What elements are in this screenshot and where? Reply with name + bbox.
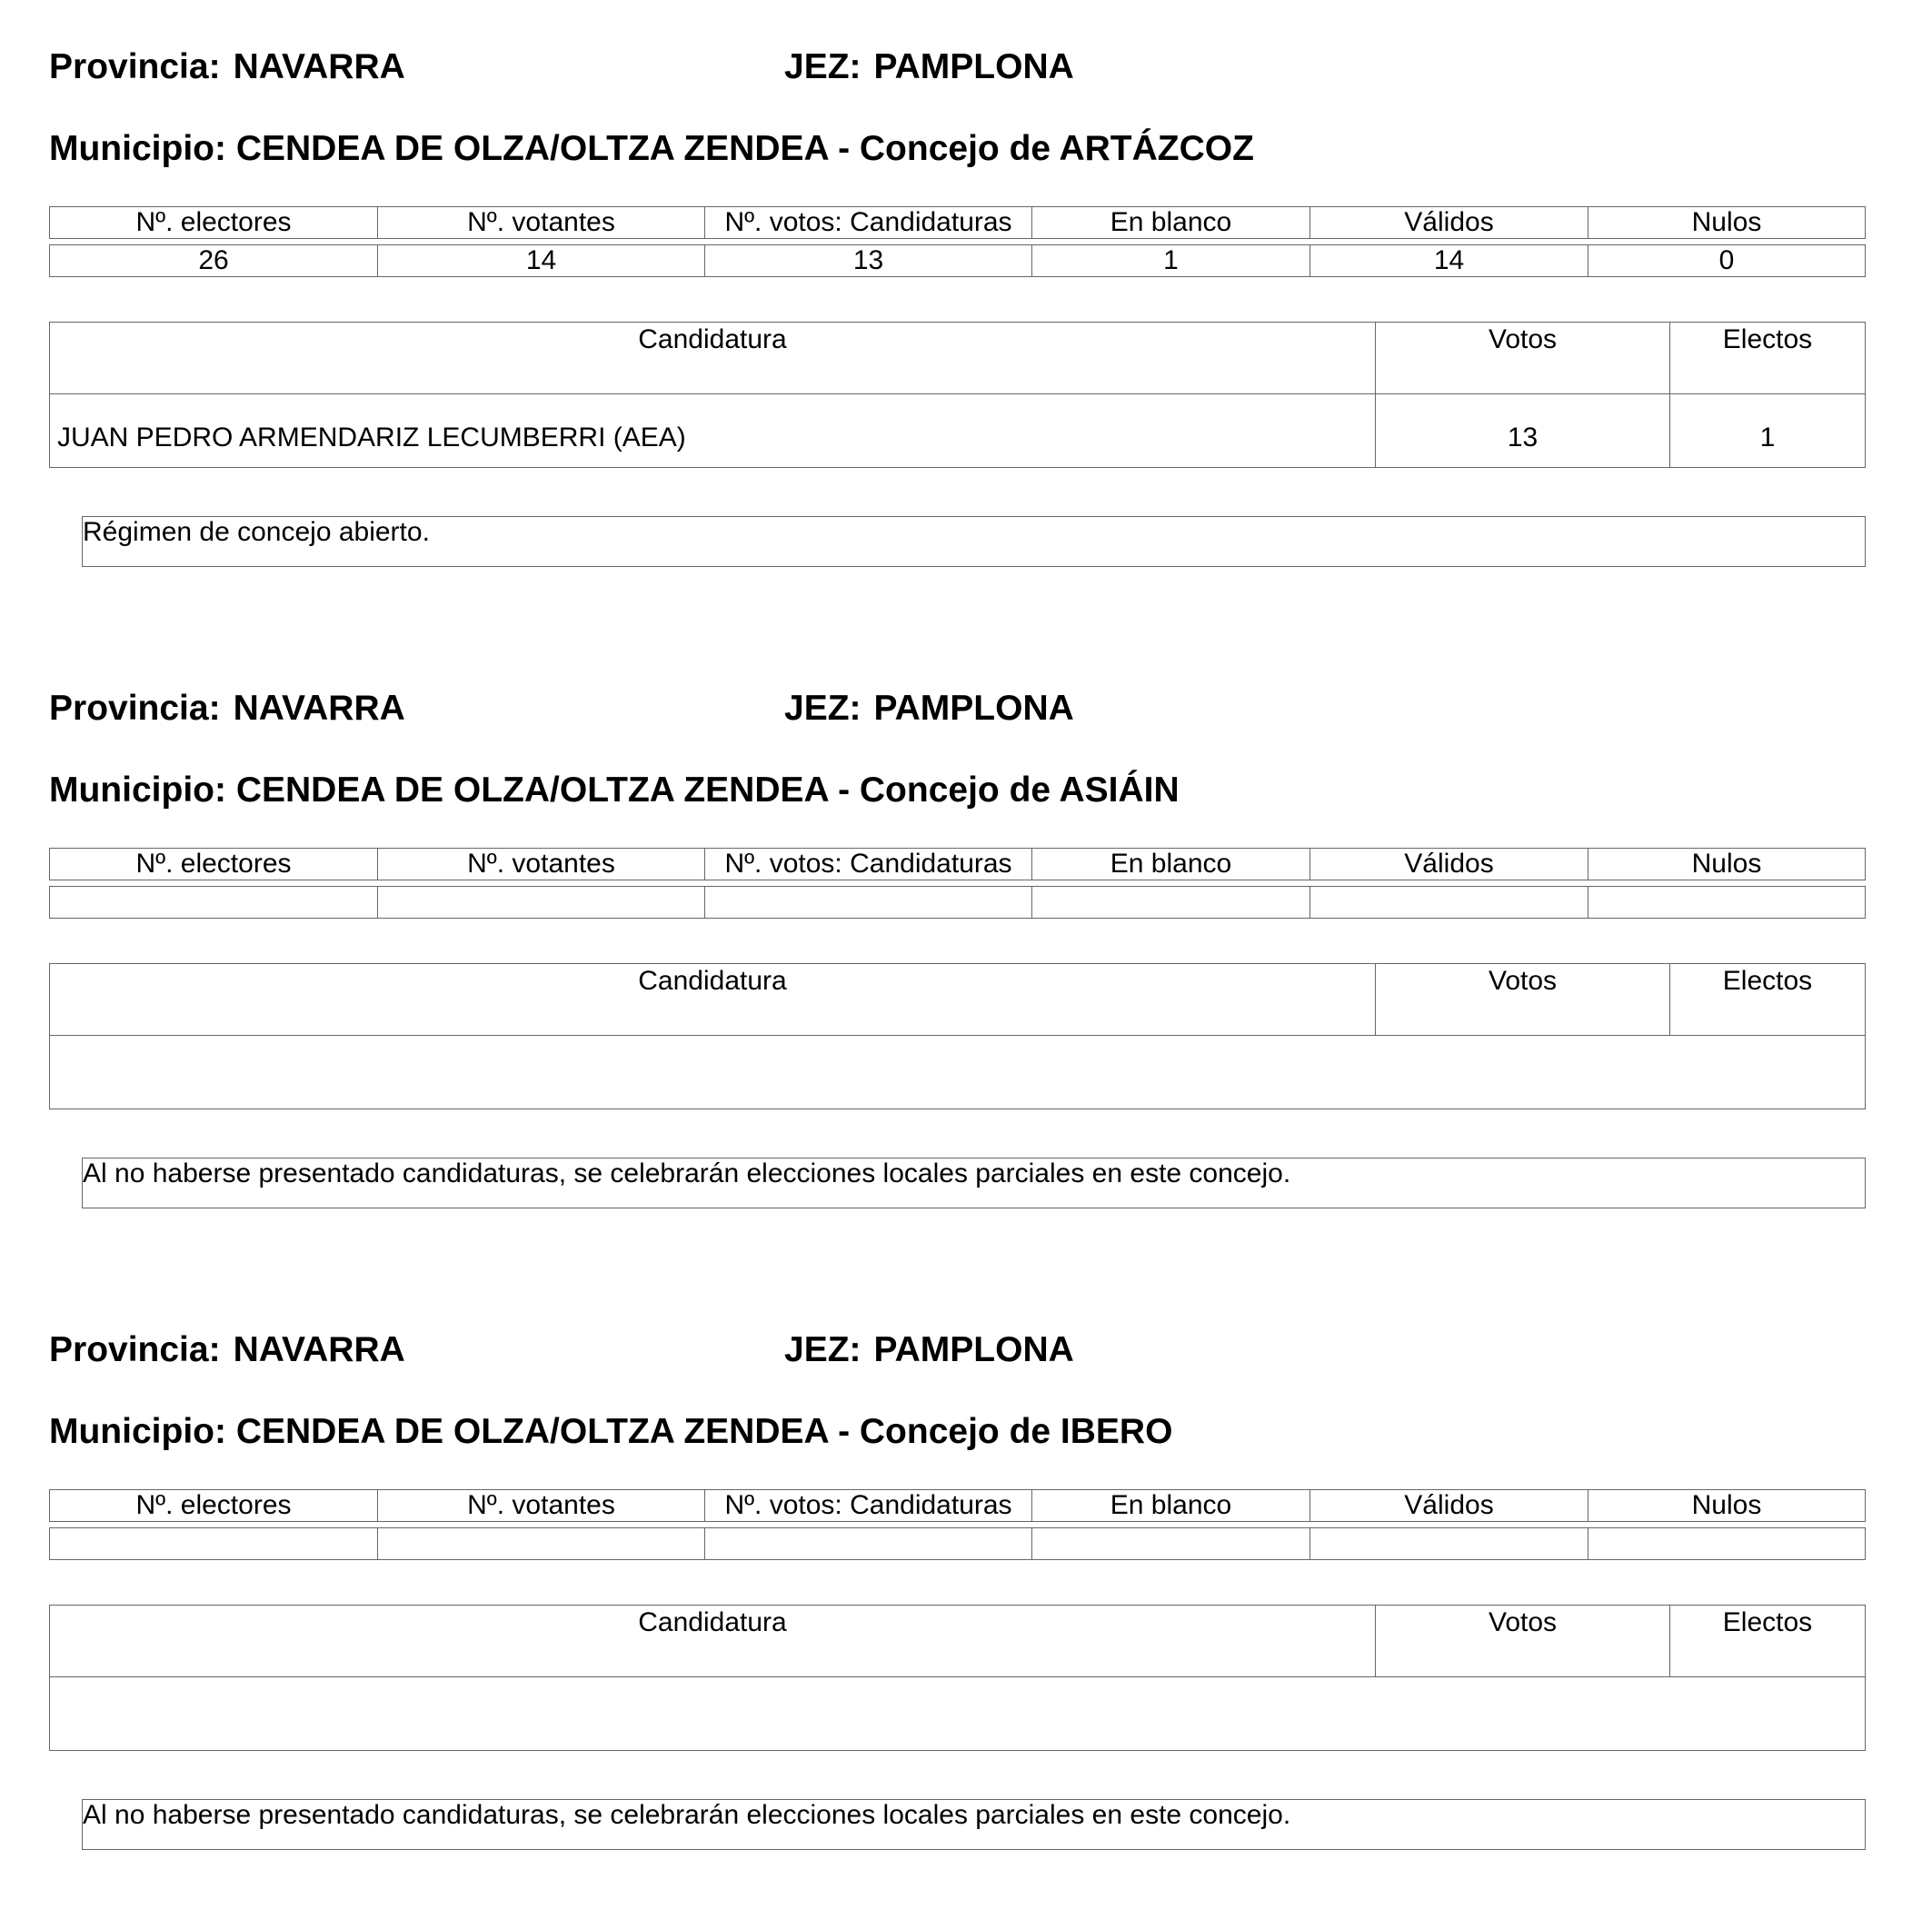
municipio-value: CENDEA DE OLZA/OLTZA ZENDEA - Concejo de ARTÁZCOZ — [235, 129, 1254, 168]
concejo-note: Al no haberse presentado candidaturas, se celebrarán elecciones locales parciales en este concejo. — [82, 1158, 1866, 1208]
municipio-line — [49, 771, 1180, 810]
value-votos-candidaturas — [704, 1528, 1031, 1559]
header-electos: Electos — [1669, 964, 1865, 1035]
candidatura-table — [49, 963, 1866, 1109]
header-nulos: Nulos — [1588, 849, 1865, 880]
concejo-section-ibero — [0, 1283, 1932, 1919]
value-votos-candidaturas: 13 — [704, 245, 1031, 276]
summary-value-row — [49, 886, 1866, 919]
value-nulos: 0 — [1588, 245, 1865, 276]
summary-header-row — [49, 1489, 1866, 1522]
candidate-votos: 13 — [1375, 393, 1669, 467]
value-validos — [1310, 1528, 1588, 1559]
header-electores: Nº. electores — [135, 849, 292, 879]
municipio-line — [49, 1412, 1172, 1452]
concejo-note: Régimen de concejo abierto. — [82, 516, 1866, 567]
candidatura-table — [49, 1605, 1866, 1751]
header-electos: Electos — [1669, 1606, 1865, 1676]
jez-label: JEZ: — [784, 47, 861, 86]
header-votos-candidaturas: Nº. votos: Candidaturas — [704, 1490, 1031, 1521]
value-en-blanco: 1 — [1031, 245, 1310, 276]
jez-value: PAMPLONA — [873, 689, 1074, 728]
header-votantes: Nº. votantes — [377, 207, 704, 238]
header-en-blanco: En blanco — [1031, 849, 1310, 880]
header-votos-candidaturas: Nº. votos: Candidaturas — [704, 207, 1031, 238]
value-votantes — [377, 1528, 704, 1559]
provincia-value: NAVARRA — [233, 689, 405, 728]
municipio-value: CENDEA DE OLZA/OLTZA ZENDEA - Concejo de IBERO — [235, 1412, 1173, 1451]
candidatura-row — [50, 1676, 1865, 1750]
municipio-label: Municipio: — [49, 771, 226, 810]
header-votantes: Nº. votantes — [377, 849, 704, 880]
candidatura-header-row — [50, 323, 1865, 394]
header-votantes: Nº. votantes — [377, 1490, 704, 1521]
provincia-value: NAVARRA — [233, 1330, 405, 1369]
header-votos: Votos — [1375, 964, 1669, 1035]
value-electores: 26 — [198, 245, 229, 275]
summary-header-row — [49, 848, 1866, 880]
provincia-line — [49, 47, 405, 87]
jez-line — [784, 1330, 1074, 1370]
header-votos-candidaturas: Nº. votos: Candidaturas — [704, 849, 1031, 880]
candidatura-header-row — [50, 964, 1865, 1036]
value-validos: 14 — [1310, 245, 1588, 276]
municipio-label: Municipio: — [49, 129, 226, 168]
value-en-blanco — [1031, 887, 1310, 918]
header-electores: Nº. electores — [135, 1490, 292, 1520]
candidate-electos: 1 — [1669, 393, 1865, 467]
value-votantes — [377, 887, 704, 918]
provincia-label: Provincia: — [49, 1330, 221, 1369]
jez-value: PAMPLONA — [873, 47, 1074, 86]
candidate-name: JUAN PEDRO ARMENDARIZ LECUMBERRI (AEA) — [57, 423, 686, 452]
municipio-line — [49, 129, 1254, 169]
jez-label: JEZ: — [784, 1330, 861, 1369]
header-validos: Válidos — [1310, 849, 1588, 880]
header-electos: Electos — [1669, 323, 1865, 393]
summary-header-row — [49, 206, 1866, 239]
header-nulos: Nulos — [1588, 207, 1865, 238]
candidatura-header-row — [50, 1606, 1865, 1677]
value-votos-candidaturas — [704, 887, 1031, 918]
concejo-section-artazcoz — [0, 0, 1932, 636]
header-validos: Válidos — [1310, 1490, 1588, 1521]
header-votos: Votos — [1375, 323, 1669, 393]
concejo-note: Al no haberse presentado candidaturas, se celebrarán elecciones locales parciales en este concejo. — [82, 1799, 1866, 1850]
value-nulos — [1588, 887, 1865, 918]
provincia-line — [49, 689, 405, 729]
provincia-line — [49, 1330, 405, 1370]
provincia-value: NAVARRA — [233, 47, 405, 86]
value-electores — [50, 887, 377, 918]
header-en-blanco: En blanco — [1031, 1490, 1310, 1521]
summary-value-row — [49, 244, 1866, 277]
header-nulos: Nulos — [1588, 1490, 1865, 1521]
jez-line — [784, 689, 1074, 729]
value-electores — [50, 1528, 377, 1559]
candidatura-row — [50, 393, 1865, 467]
header-candidatura: Candidatura — [638, 324, 787, 354]
municipio-value: CENDEA DE OLZA/OLTZA ZENDEA - Concejo de ASIÁIN — [235, 771, 1180, 810]
header-en-blanco: En blanco — [1031, 207, 1310, 238]
header-votos: Votos — [1375, 1606, 1669, 1676]
header-candidatura: Candidatura — [638, 1607, 787, 1637]
municipio-label: Municipio: — [49, 1412, 226, 1451]
provincia-label: Provincia: — [49, 689, 221, 728]
jez-label: JEZ: — [784, 689, 861, 728]
provincia-label: Provincia: — [49, 47, 221, 86]
candidatura-row — [50, 1035, 1865, 1109]
candidate-name — [50, 1676, 1375, 1750]
candidate-name — [50, 1035, 1375, 1109]
candidatura-table — [49, 322, 1866, 468]
jez-value: PAMPLONA — [873, 1330, 1074, 1369]
value-en-blanco — [1031, 1528, 1310, 1559]
header-candidatura: Candidatura — [638, 966, 787, 996]
header-validos: Válidos — [1310, 207, 1588, 238]
summary-value-row — [49, 1527, 1866, 1560]
header-electores: Nº. electores — [135, 207, 292, 237]
concejo-section-asiain — [0, 641, 1932, 1278]
value-validos — [1310, 887, 1588, 918]
value-votantes: 14 — [377, 245, 704, 276]
jez-line — [784, 47, 1074, 87]
value-nulos — [1588, 1528, 1865, 1559]
